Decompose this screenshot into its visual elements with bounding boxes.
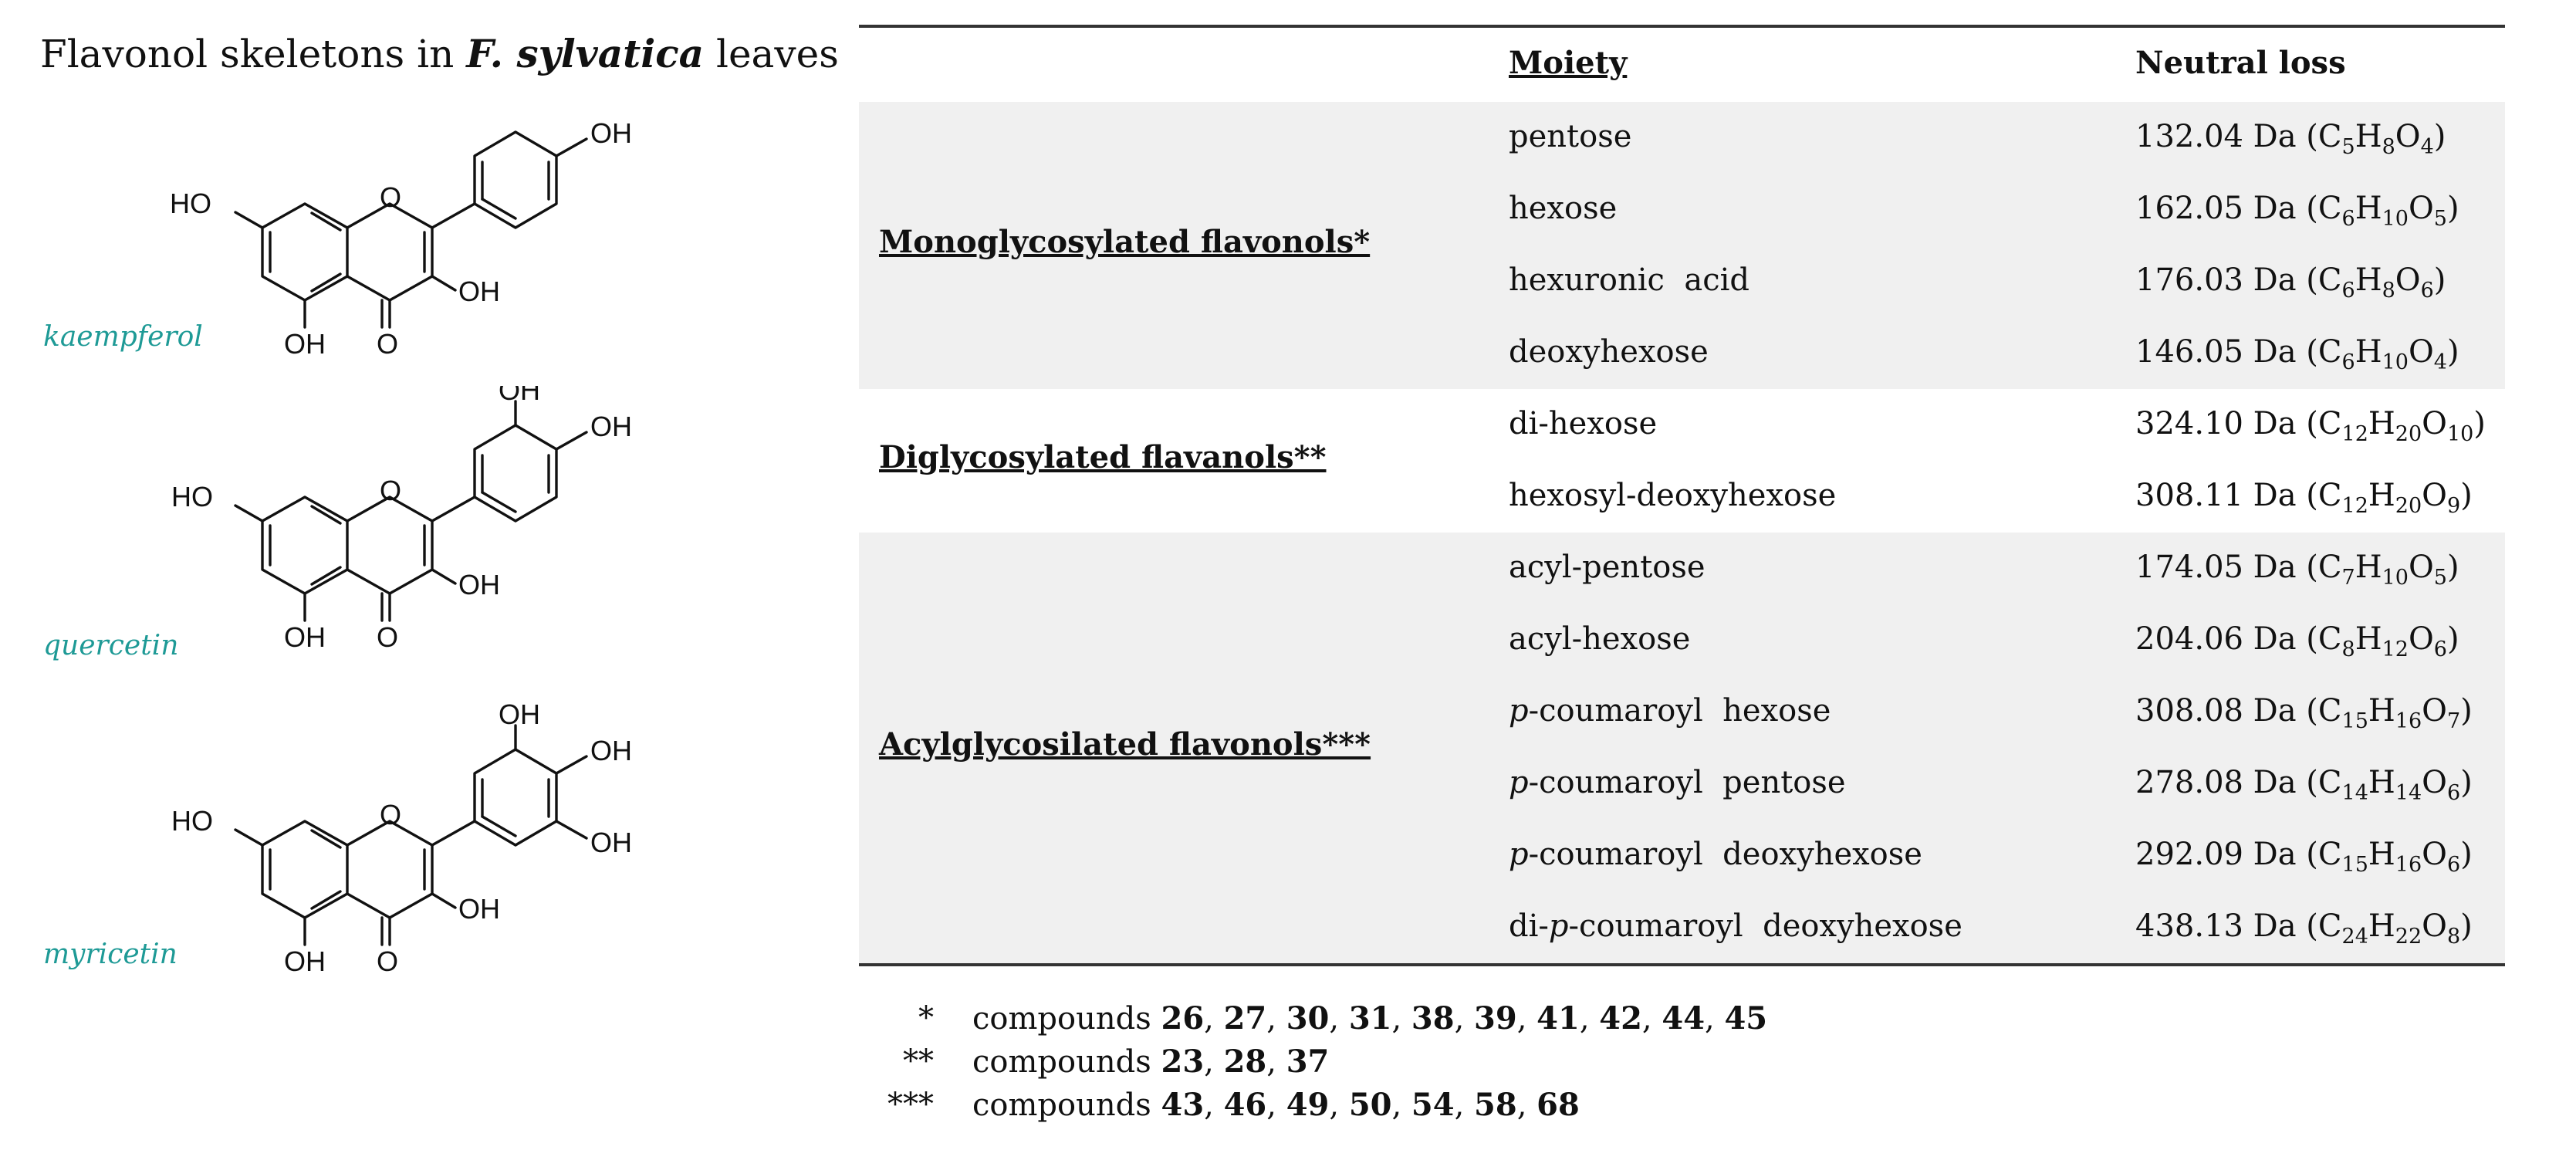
moiety-cell: hexose bbox=[1509, 191, 1618, 226]
neutral-loss-cell: 308.11 Da $(C_{12}H_{20}O_9)$ bbox=[2135, 478, 2473, 518]
table-row bbox=[859, 748, 2505, 820]
neutral-loss-cell: 176.03 Da $(C_6H_8O_6)$ bbox=[2135, 262, 2446, 303]
compound-number: 42 bbox=[1599, 1000, 1642, 1037]
myricetin-structure bbox=[154, 695, 648, 991]
table-row bbox=[859, 604, 2505, 676]
panel-title: Flavonol skeletons in F. sylvatica leaves bbox=[40, 31, 839, 76]
compound-number: 44 bbox=[1662, 1000, 1706, 1037]
quercetin-oh-3p: OH bbox=[499, 386, 540, 406]
neutral-loss-cell: 278.08 Da $(C_{14}H_{14}O_6)$ bbox=[2135, 765, 2473, 805]
moiety-cell: hexuronic acid bbox=[1509, 262, 1749, 298]
table-row bbox=[859, 461, 2505, 533]
footnote-mark: *** bbox=[887, 1087, 934, 1122]
table-row bbox=[859, 174, 2505, 245]
myricetin-ring-oxygen: O bbox=[380, 799, 402, 830]
moiety-cell: acyl-hexose bbox=[1509, 621, 1691, 657]
kaempferol-oh-4p: OH bbox=[590, 117, 632, 149]
kaempferol-structure bbox=[154, 108, 648, 374]
moiety-cell: di-hexose bbox=[1509, 406, 1658, 441]
quercetin-label: quercetin bbox=[43, 630, 179, 661]
group-label: Monoglycosylated flavonols* bbox=[879, 224, 1371, 260]
footnote-text: compounds 43, 46, 49, 50, 54, 58, 68 bbox=[972, 1087, 1580, 1123]
moiety-cell: acyl-pentose bbox=[1509, 550, 1706, 585]
compound-number: 49 bbox=[1286, 1087, 1330, 1123]
header-neutral-loss: Neutral loss bbox=[2135, 45, 2346, 81]
footnote-text: compounds 26, 27, 30, 31, 38, 39, 41, 42, 44, 45 bbox=[972, 1000, 1768, 1037]
compound-number: 46 bbox=[1223, 1087, 1267, 1123]
quercetin-oh-4p: OH bbox=[590, 411, 632, 442]
table-group bbox=[859, 102, 2505, 389]
neutral-loss-cell: 204.06 Da $(C_8H_{12}O_6)$ bbox=[2135, 621, 2459, 661]
moiety-cell: di-p-coumaroyl deoxyhexose bbox=[1509, 908, 1962, 944]
moiety-cell: p-coumaroyl pentose bbox=[1509, 765, 1846, 800]
footnote-mark: ** bbox=[903, 1043, 934, 1079]
table-row bbox=[859, 389, 2505, 461]
table-row bbox=[859, 102, 2505, 174]
compound-number: 43 bbox=[1161, 1087, 1205, 1123]
compound-number: 31 bbox=[1348, 1000, 1392, 1037]
neutral-loss-cell: 162.05 Da $(C_6H_{10}O_5)$ bbox=[2135, 191, 2459, 231]
myricetin-oh-3: OH bbox=[458, 893, 500, 925]
compound-number: 54 bbox=[1411, 1087, 1455, 1123]
quercetin-ho-7: HO bbox=[171, 481, 213, 512]
compound-number: 38 bbox=[1411, 1000, 1455, 1037]
table-row bbox=[859, 245, 2505, 317]
myricetin-skeleton-drawing bbox=[154, 695, 648, 988]
myricetin-oh-4p: OH bbox=[590, 735, 632, 766]
myricetin-oh-5: OH bbox=[284, 945, 326, 977]
compound-number: 23 bbox=[1161, 1043, 1205, 1080]
table-row bbox=[859, 820, 2505, 891]
myricetin-oh-3p: OH bbox=[499, 698, 540, 730]
table-group bbox=[859, 389, 2505, 533]
footnote-text: compounds 23, 28, 37 bbox=[972, 1043, 1330, 1080]
myricetin-oh-5p: OH bbox=[590, 827, 632, 858]
header-moiety: Moiety bbox=[1509, 45, 1628, 81]
compound-number: 30 bbox=[1286, 1000, 1330, 1037]
compound-number: 27 bbox=[1223, 1000, 1267, 1037]
kaempferol-carbonyl-oxygen: O bbox=[377, 328, 399, 360]
footnote-mark: * bbox=[918, 1000, 934, 1036]
myricetin-label: myricetin bbox=[43, 939, 177, 970]
neutral-loss-cell: 146.05 Da $(C_6H_{10}O_4)$ bbox=[2135, 334, 2459, 374]
group-label: Diglycosylated flavanols** bbox=[879, 439, 1327, 475]
table-top-rule bbox=[859, 25, 2505, 28]
compound-number: 58 bbox=[1474, 1087, 1517, 1123]
quercetin-oh-5: OH bbox=[284, 621, 326, 653]
neutral-loss-cell: 308.08 Da $(C_{15}H_{16}O_7)$ bbox=[2135, 693, 2473, 733]
compound-number: 41 bbox=[1536, 1000, 1580, 1037]
compound-number: 39 bbox=[1474, 1000, 1517, 1037]
table-row bbox=[859, 891, 2505, 963]
neutral-loss-cell: 174.05 Da $(C_7H_{10}O_5)$ bbox=[2135, 550, 2459, 590]
neutral-loss-cell: 292.09 Da $(C_{15}H_{16}O_6)$ bbox=[2135, 837, 2473, 877]
moiety-cell: hexosyl-deoxyhexose bbox=[1509, 478, 1837, 513]
neutral-loss-cell: 438.13 Da $(C_{24}H_{22}O_8)$ bbox=[2135, 908, 2473, 949]
kaempferol-skeleton-drawing bbox=[154, 108, 648, 370]
quercetin-skeleton-drawing bbox=[154, 386, 648, 664]
kaempferol-label: kaempferol bbox=[43, 321, 203, 353]
kaempferol-oh-5: OH bbox=[284, 328, 326, 360]
myricetin-ho-7: HO bbox=[171, 805, 213, 837]
table-row bbox=[859, 676, 2505, 748]
table-bottom-rule bbox=[859, 963, 2505, 966]
table-group bbox=[859, 533, 2505, 963]
compound-number: 50 bbox=[1348, 1087, 1392, 1123]
compound-number: 45 bbox=[1724, 1000, 1768, 1037]
myricetin-carbonyl-oxygen: O bbox=[377, 945, 399, 977]
quercetin-oh-3: OH bbox=[458, 569, 500, 600]
moiety-cell: pentose bbox=[1509, 119, 1632, 154]
quercetin-structure bbox=[154, 386, 648, 667]
moiety-cell: p-coumaroyl hexose bbox=[1509, 693, 1831, 729]
moiety-cell: p-coumaroyl deoxyhexose bbox=[1509, 837, 1922, 872]
quercetin-carbonyl-oxygen: O bbox=[377, 621, 399, 653]
table-row bbox=[859, 533, 2505, 604]
compound-number: 68 bbox=[1536, 1087, 1580, 1123]
moiety-cell: deoxyhexose bbox=[1509, 334, 1709, 370]
compound-number: 28 bbox=[1223, 1043, 1267, 1080]
compound-number: 37 bbox=[1286, 1043, 1330, 1080]
compound-number: 26 bbox=[1161, 1000, 1205, 1037]
neutral-loss-cell: 132.04 Da $(C_5H_8O_4)$ bbox=[2135, 119, 2446, 159]
table-row bbox=[859, 317, 2505, 389]
kaempferol-ring-oxygen: O bbox=[380, 181, 402, 213]
quercetin-ring-oxygen: O bbox=[380, 475, 402, 506]
kaempferol-ho-7: HO bbox=[170, 188, 211, 219]
group-label: Acylglycosilated flavonols*** bbox=[879, 726, 1371, 763]
neutral-loss-cell: 324.10 Da $(C_{12}H_{20}O_{10})$ bbox=[2135, 406, 2486, 446]
kaempferol-oh-3: OH bbox=[458, 276, 500, 307]
